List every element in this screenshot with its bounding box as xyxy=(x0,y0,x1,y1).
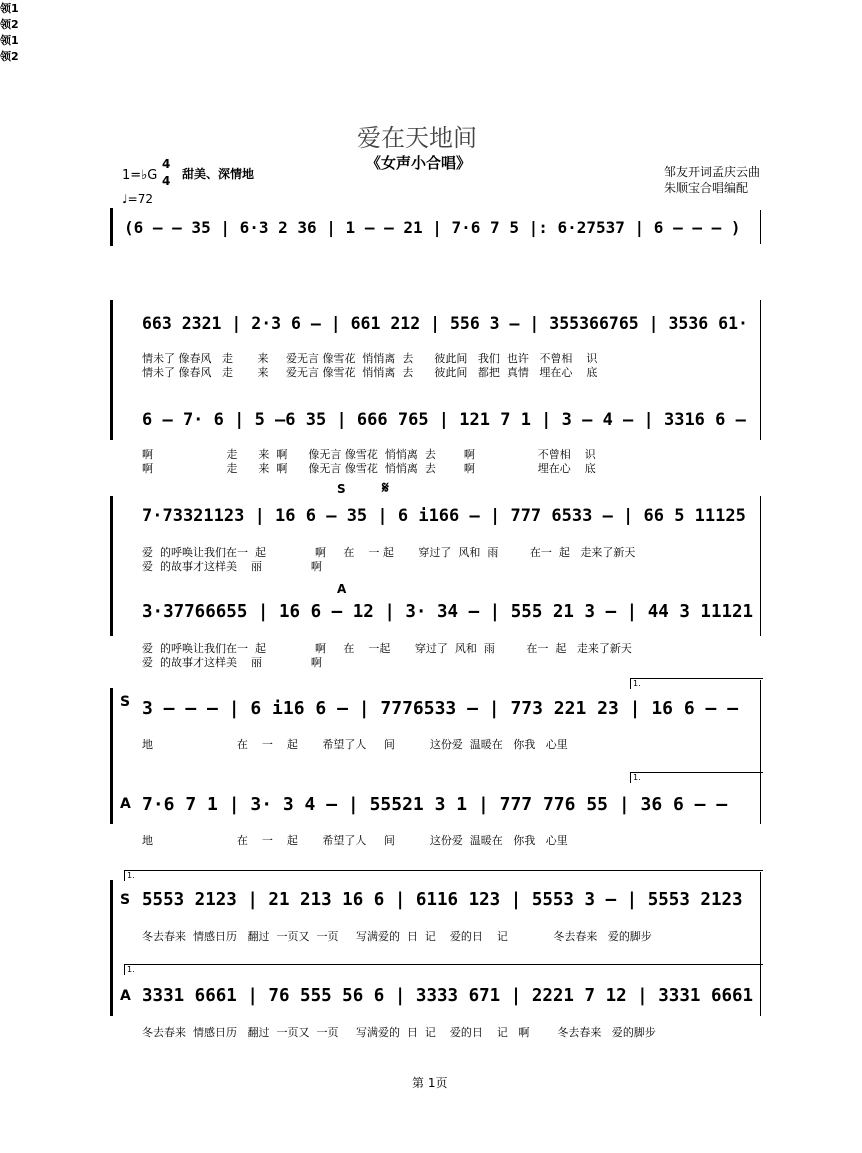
time-signature-bottom: 4 xyxy=(162,174,171,188)
tempo-mark: ♩=72 xyxy=(122,192,153,206)
system-bracket-4 xyxy=(110,688,113,824)
alto-label-s4: A xyxy=(120,796,131,812)
lead1-notes-row-2: 7·73321123 | 16 6 — 35 | 6 i166 — | 777 6533 — | 66 5 11125 xyxy=(142,506,746,526)
alto-lyrics-row-2: 冬去春来 情感日历 翻过 一页又 一页 写满爱的 日 记 爱的日 记 啊 冬去春来 爱的脚步 xyxy=(142,1026,656,1039)
soprano-lyrics-row-2: 冬去春来 情感日历 翻过 一页又 一页 写满爱的 日 记 爱的日 记 冬去春来 爱的脚步 xyxy=(142,930,652,943)
intro-notes: (6 — — 35 | 6·3 2 36 | 1 — — 21 | 7·6 7 5 |: 6·27537 | 6 — — — ) xyxy=(124,218,741,237)
system-4-end-bar xyxy=(760,680,761,824)
soprano-lyrics-row-1: 地 在 一 起 希望了人 间 这份爱 温暖在 你我 心里 xyxy=(142,738,568,751)
page-number: 第 1页 xyxy=(412,1076,448,1090)
volta-bracket-s4-top: 1. xyxy=(630,678,763,689)
lead1-lyrics-row-2a: 爱 的呼唤让我们在一 起 啊 在 一 起 穿过了 风和 雨 在一 起 走来了新天 xyxy=(142,546,636,559)
page-subtitle: 《女声小合唱》 xyxy=(366,154,472,172)
time-signature-top: 4 xyxy=(162,157,171,171)
system-2-end-bar xyxy=(760,300,761,440)
lead2-lyrics-row-2a: 爱 的呼唤让我们在一 起 啊 在 一起 穿过了 风和 雨 在一 起 走来了新天 xyxy=(142,642,632,655)
lead1-lyrics-row-2b: 爱 的故事才这样美 丽 啊 xyxy=(142,560,322,573)
system-bracket-intro xyxy=(110,208,113,246)
key-signature: 1=♭G xyxy=(122,168,158,183)
alto-notes-row-2: 3331 6661 | 76 555 56 6 | 3333 671 | 2221 7 12 | 3331 6661 xyxy=(142,986,754,1006)
volta-bracket-s5-top: 1. xyxy=(124,870,763,881)
part-label-lead1-system3: 领1 xyxy=(0,34,19,47)
alto-label-s5: A xyxy=(120,988,131,1004)
part-label-lead2-system3: 领2 xyxy=(0,50,19,63)
soprano-notes-row-2: 5553 2123 | 21 213 16 6 | 6116 123 | 5553 3 — | 5553 2123 xyxy=(142,890,743,910)
system-bracket-2 xyxy=(110,300,113,440)
alto-entry-mark: A xyxy=(337,582,347,596)
system-bracket-5 xyxy=(110,880,113,1016)
soprano-label-s4: S xyxy=(120,694,131,710)
lead1-lyrics-row-1b: 情未了 像春风 走 来 爱无言 像雪花 悄悄离 去 彼此间 都把 真情 埋在心 底 xyxy=(142,366,598,379)
alto-notes-row-1: 7·6 7 1 | 3· 3 4 — | 55521 3 1 | 777 776 55 | 36 6 — — xyxy=(142,794,728,815)
soprano-notes-row-1: 3 — — — | 6 i16 6 — | 7776533 — | 773 221 23 | 16 6 — — xyxy=(142,698,739,719)
alto-lyrics-row-1: 地 在 一 起 希望了人 间 这份爱 温暖在 你我 心里 xyxy=(142,834,568,847)
system-5-end-bar xyxy=(760,872,761,1016)
system-3-end-bar xyxy=(760,496,761,636)
lead2-notes-row-1: 6 — 7· 6 | 5 —6 35 | 666 765 | 121 7 1 | 3 — 4 — | 3316 6 — xyxy=(142,410,746,430)
segno-mark: 𝄋 xyxy=(382,478,389,497)
credits-line-2: 朱顺宝合唱编配 xyxy=(664,181,749,195)
page-title: 爱在天地间 xyxy=(357,124,477,152)
part-label-lead1: 领1 xyxy=(0,2,19,15)
lead1-lyrics-row-1a: 情未了 像春风 走 来 爱无言 像雪花 悄悄离 去 彼此间 我们 也许 不曾相 识 xyxy=(142,352,598,365)
lead2-notes-row-2: 3·37766655 | 16 6 — 12 | 3· 34 — | 555 21 3 — | 44 3 11121 xyxy=(142,602,754,622)
soprano-label-s5: S xyxy=(120,892,131,908)
soprano-entry-mark: S xyxy=(337,482,346,496)
lead2-lyrics-row-2b: 爱 的故事才这样美 丽 啊 xyxy=(142,656,322,669)
credits-line-1: 邹友开词孟庆云曲 xyxy=(664,165,761,179)
part-label-lead2: 领2 xyxy=(0,18,19,31)
lead1-notes-row-1: 663 2321 | 2·3 6 — | 661 212 | 556 3 — | 355366765 | 3536 61· xyxy=(142,314,748,333)
intro-bar-end xyxy=(760,210,761,244)
volta-bracket-s4-bottom: 1. xyxy=(630,772,763,783)
expression-mark: 甜美、深情地 xyxy=(182,167,255,181)
lead2-lyrics-row-1b: 啊 走 来 啊 像无言 像雪花 悄悄离 去 啊 埋在心 底 xyxy=(142,462,596,475)
lead2-lyrics-row-1a: 啊 走 来 啊 像无言 像雪花 悄悄离 去 啊 不曾相 识 xyxy=(142,448,596,461)
volta-bracket-s5-bottom: 1. xyxy=(124,964,763,975)
system-bracket-3 xyxy=(110,496,113,636)
